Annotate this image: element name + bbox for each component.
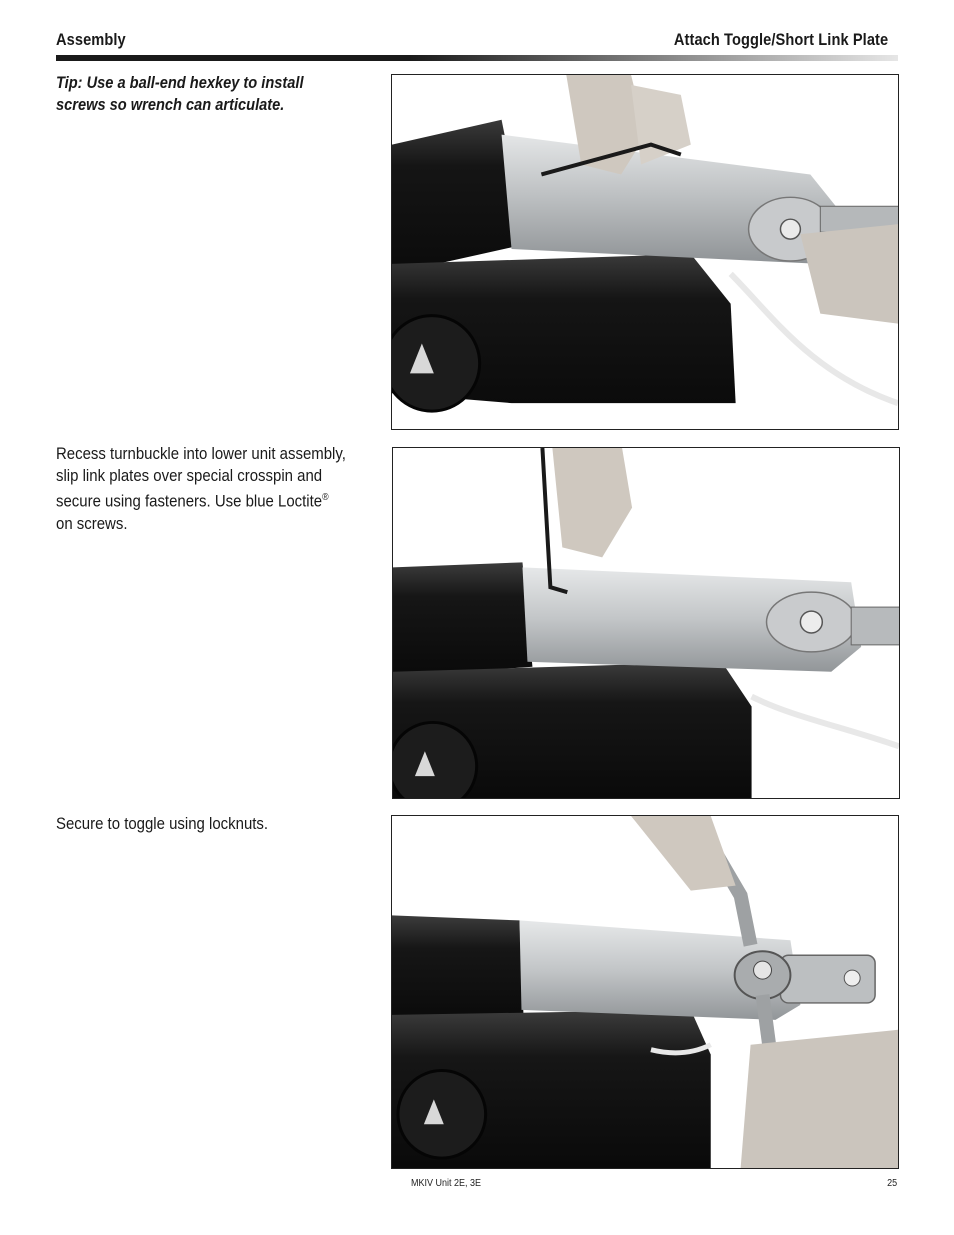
step-secure-text: Secure to toggle using locknuts. [56, 814, 269, 833]
section-title: Assembly [56, 30, 126, 49]
photo-hexkey-install [391, 74, 899, 430]
page-number: 25 [886, 1178, 897, 1189]
step-recess-text [56, 443, 346, 535]
step-recess-text-tail: on screws. [56, 513, 128, 533]
step-recess-text-main: Recess turnbuckle into lower unit assembly, slip link plates over special crosspin and secure using fasteners. Use blue Loctite [56, 444, 346, 511]
photo-locknuts [391, 815, 899, 1169]
tip-text: Tip: Use a ball-end hexkey to install screws so wrench can articulate. [56, 73, 304, 114]
photo-link-plates [392, 447, 900, 799]
header-rule [56, 55, 898, 61]
page-topic-title: Attach Toggle/Short Link Plate [673, 30, 888, 49]
footer-model: MKIV Unit 2E, 3E [411, 1178, 482, 1189]
registered-mark: ® [322, 492, 329, 503]
